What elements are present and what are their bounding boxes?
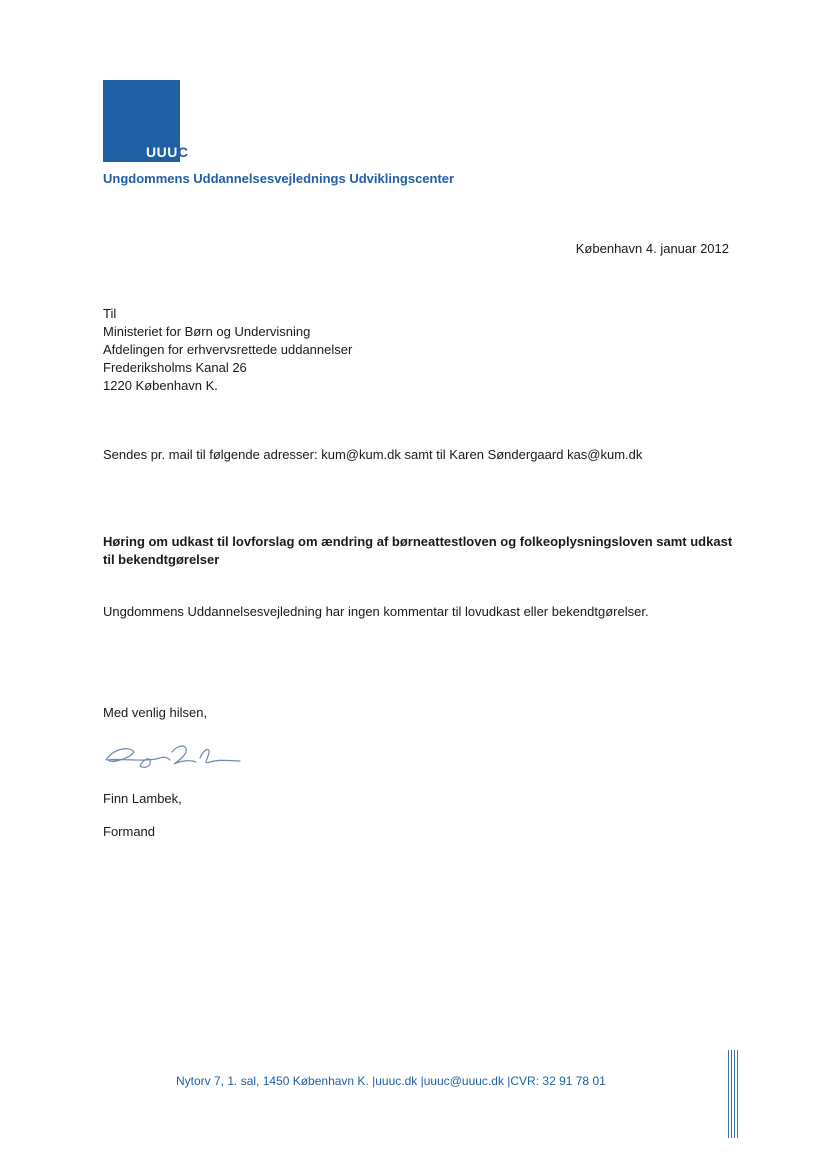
uuuc-logo	[103, 80, 189, 162]
date-line: København 4. januar 2012	[575, 241, 729, 256]
recipient-line: Afdelingen for erhvervsrettede uddannelser	[103, 342, 353, 357]
recipient-line: Ministeriet for Børn og Undervisning	[103, 324, 311, 339]
recipient-line: Frederiksholms Kanal 26	[103, 360, 247, 375]
subject-heading: Høring om udkast til lovforslag om ændring af børneattestloven og folkeoplysningsloven samt udkast til bekendtgørelser	[103, 534, 733, 567]
closing-greeting: Med venlig hilsen,	[103, 705, 208, 720]
footer-contact: Nytorv 7, 1. sal, 1450 København K. |uuuc.dk |uuuc@uuuc.dk |CVR: 32 91 78 01	[176, 1074, 606, 1088]
logo-text-accent: C	[177, 144, 189, 160]
recipient-address	[103, 305, 352, 395]
footer-vertical-lines	[728, 1050, 740, 1138]
handwritten-signature	[100, 738, 245, 774]
organization-name: Ungdommens Uddannelsesvejlednings Udviklingscenter	[103, 171, 455, 186]
signer-title: Formand	[103, 824, 156, 839]
body-paragraph: Ungdommens Uddannelsesvejledning har ingen kommentar til lovudkast eller bekendtgørelser.	[103, 604, 649, 619]
recipient-line: Til	[103, 306, 117, 321]
signer-name: Finn Lambek,	[103, 791, 182, 806]
send-to-line: Sendes pr. mail til følgende adresser: kum@kum.dk samt til Karen Søndergaard kas@kum.dk	[103, 447, 643, 462]
logo-text-main: UUU	[146, 144, 178, 160]
logo-text	[146, 144, 188, 160]
recipient-line: 1220 København K.	[103, 378, 218, 393]
